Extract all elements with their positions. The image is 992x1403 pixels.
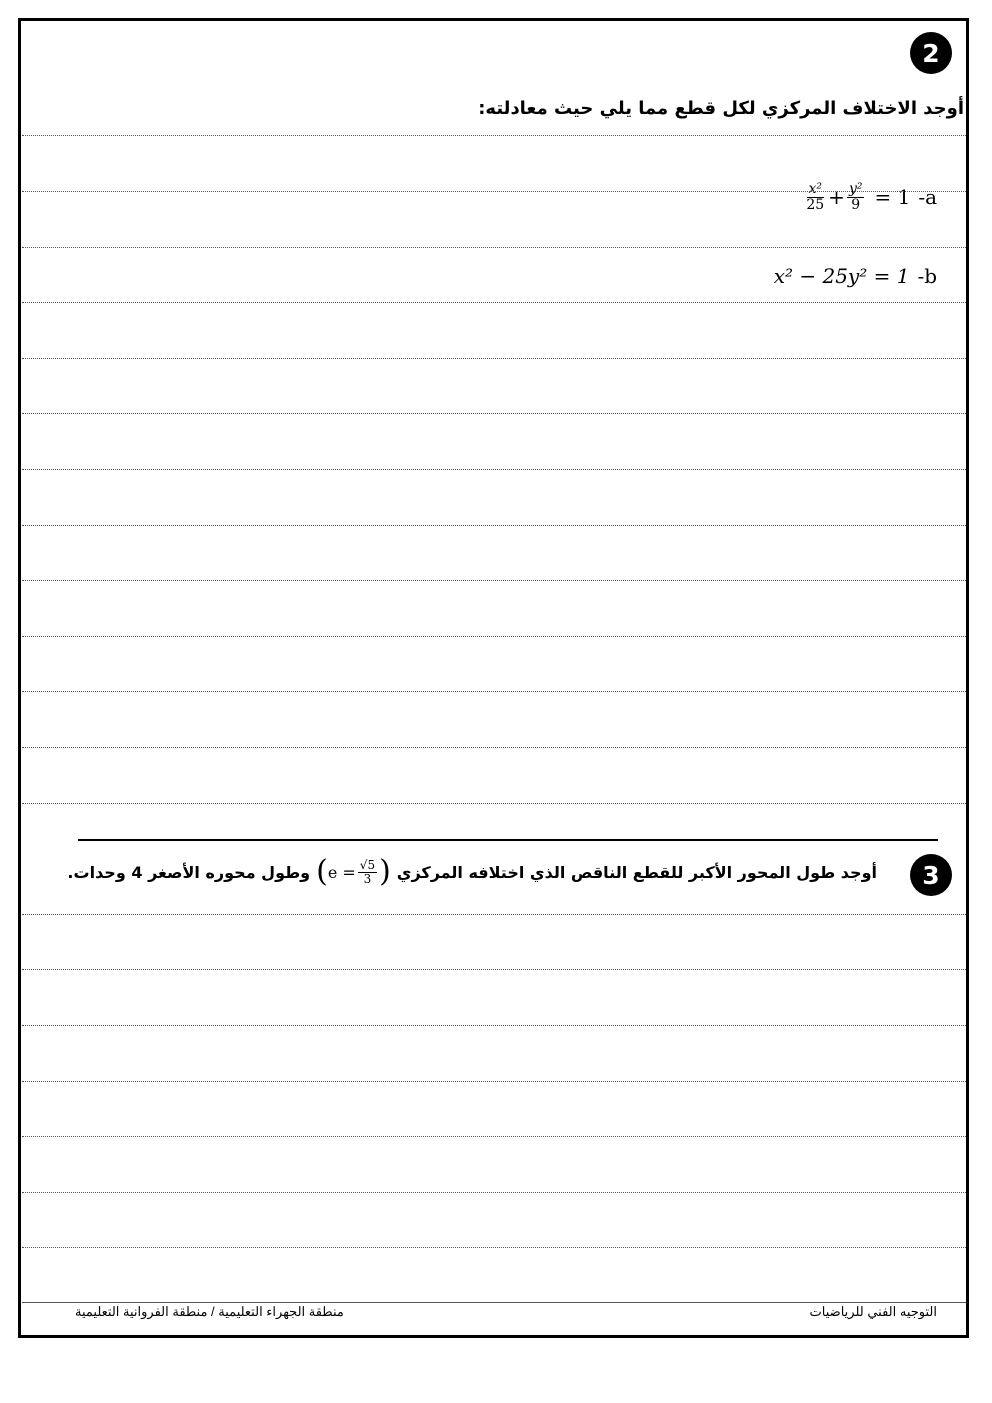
page-frame	[18, 18, 969, 1338]
answer-line	[22, 1081, 966, 1082]
answer-line	[22, 914, 966, 915]
fraction-x-denominator: 25	[806, 196, 825, 213]
answer-line	[22, 1247, 966, 1248]
equation-rhs: = 1	[874, 185, 911, 210]
part-b-equation: x² − 25y² = 1	[773, 264, 910, 288]
answer-line	[22, 191, 966, 192]
question-3-prompt-start: أوجد طول المحور الأكبر للقطع الناقص الذي اختلافه المركزي	[396, 862, 877, 882]
part-a-label: -a	[918, 185, 937, 210]
answer-line	[22, 247, 966, 248]
question-2-part-b	[774, 264, 937, 288]
answer-line	[22, 135, 966, 136]
answer-line	[22, 803, 966, 804]
fraction-y-numerator: y²	[848, 181, 863, 197]
answer-line	[22, 1136, 966, 1137]
answer-line	[22, 636, 966, 637]
section-divider	[78, 839, 938, 841]
eccentricity-denominator: 3	[363, 871, 372, 886]
answer-line	[22, 302, 966, 303]
fraction-x	[804, 182, 826, 212]
eccentricity-lhs: e =	[327, 862, 356, 882]
eccentricity-fraction	[358, 859, 377, 885]
fraction-y	[847, 182, 865, 212]
eccentricity-expression: ( e = $\frac{√5}{3}$ )	[316, 854, 391, 889]
answer-line	[22, 469, 966, 470]
footer-district: منطقة الجهراء التعليمية / منطقة الفروانية التعليمية	[75, 1304, 344, 1319]
answer-line	[22, 358, 966, 359]
footer-rule	[22, 1302, 966, 1303]
plus-sign: +	[828, 185, 845, 210]
part-b-label: -b	[917, 264, 937, 288]
eccentricity-numerator: √5	[359, 857, 376, 872]
answer-line	[22, 747, 966, 748]
answer-line	[22, 580, 966, 581]
question-3-prompt-end: وطول محوره الأصغر 4 وحدات.	[67, 862, 311, 882]
question-3-prompt	[67, 854, 877, 889]
question-3-number-badge: 3	[910, 854, 952, 896]
footer-department: التوجيه الفني للرياضيات	[809, 1304, 937, 1319]
fraction-x-numerator: x²	[808, 181, 823, 197]
question-2-prompt: أوجد الاختلاف المركزي لكل قطع مما يلي حيث معادلته:	[478, 98, 964, 119]
question-2-number-badge: 2	[910, 32, 952, 74]
answer-line	[22, 413, 966, 414]
answer-line	[22, 1025, 966, 1026]
answer-line	[22, 969, 966, 970]
fraction-y-denominator: 9	[851, 196, 861, 213]
answer-line	[22, 1192, 966, 1193]
question-2-part-a	[802, 182, 937, 212]
answer-line	[22, 691, 966, 692]
answer-line	[22, 525, 966, 526]
